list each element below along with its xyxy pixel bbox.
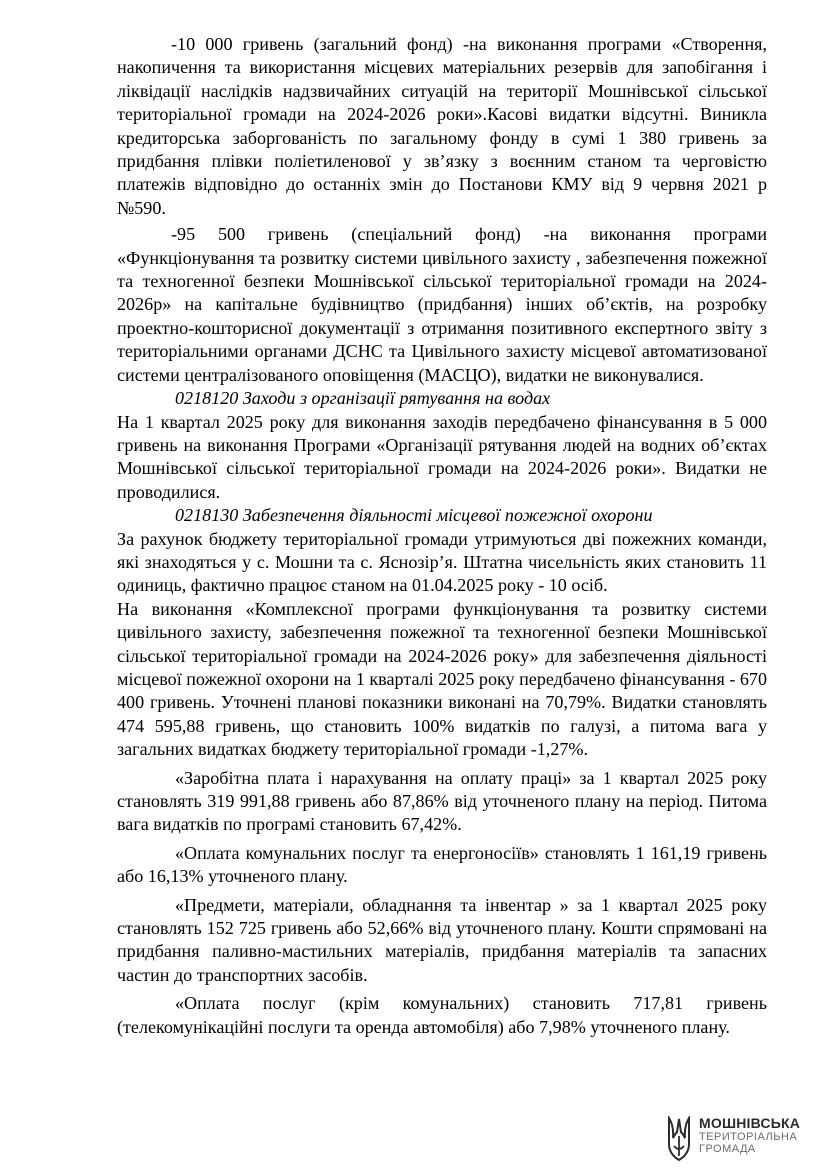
paragraph-fire-program: На виконання «Комплексної програми функціонування та розвитку системи цивільного захисту, забезпечення пожежної та техногенної безпеки Мошнівської сільської територіальної громади на 2024-2026 року» для забезпечення діяльності місцевої пожежної охорони на 1 кварталі 2025 року передбачено фінансування - 670 400 гривень. Уточнені планові показники виконані на 70,79%. Видатки становлять 474 595,88 гривень, що становить 100% видатків по галузі, а питома вага у загальних видатках бюджету територіальної громади -1,27%. [117, 598, 768, 760]
document-body [117, 33, 767, 1039]
paragraph-services: «Оплата послуг (крім комунальних) становить 717,81 гривень (телекомунікаційні послуги та оренда автомобіля) або 7,98% уточненого плану. [117, 993, 767, 1037]
heading-water-rescue: 0218120 Заходи з організації рятування на водах [175, 388, 551, 409]
trident-icon [666, 1116, 692, 1162]
paragraph-salary: «Заробітна плата і нарахування на оплату праці» за 1 квартал 2025 року становлять 319 991,88 гривень або 87,86% від уточненого плану на період. Питома вага видатків по програмі становить 67,42%. [117, 767, 767, 835]
logo-line-2: ТЕРИТОРІАЛЬНА [699, 1131, 798, 1143]
logo-line-1: МОШНІВСЬКА [699, 1115, 801, 1131]
paragraph-civil-protection: -95 500 гривень (спеціальний фонд) -на виконання програми «Функціонування та розвитку системи цивільного захисту , забезпечення пожежної та техногенної безпеки Мошнівської сільської територіальної громади на 2024-2026р» на капітальне будівництво (придбання) інших об’єктів, на розробку проектно-кошторисної документації з отримання позитивного експертного звіту з територіальними органами ДСНС та Цивільного захисту місцевої автоматизованої системи централізованого оповіщення (МАСЦО), видатки не виконувалися. [117, 224, 767, 385]
paragraph-reserve-fund: -10 000 гривень (загальний фонд) -на виконання програми «Створення, накопичення та використання місцевих матеріальних резервів для запобігання і ліквідації наслідків надзвичайних ситуацій на території Мошнівської сільської територіальної громади на 2024-2026 роки».Касові видатки відсутні. Виникла кредиторська заборгованість по загальному фонду в сумі 1 380 гривень за придбання плівки поліетиленової у зв’язку з воєнним станом та черговістю платежів відповідно до останніх змін до Постанови КМУ від 9 червня 2021 р №590. [117, 34, 767, 218]
paragraph-fire-teams: За рахунок бюджету територіальної громади утримуються дві пожежних команди, які знаходяться у с. Мошни та с. Яснозір’я. Штатна чисельність яких становить 11 одиниць, фактично працює станом на 01.04.2025 року - 10 осіб. [117, 528, 767, 596]
paragraph-utilities: «Оплата комунальних послуг та енергоносіїв» становлять 1 161,19 гривень або 16,13% уточненого плану. [117, 842, 767, 887]
community-logo [666, 1116, 816, 1164]
paragraph-water-rescue: На 1 квартал 2025 року для виконання заходів передбачено фінансування в 5 000 гривень на виконання Програми «Організації рятування людей на водних об’єктах Мошнівської сільської територіальної громади на 2024-2026 роки». Видатки не проводилися. [117, 411, 767, 502]
logo-line-3: ГРОМАДА [699, 1143, 756, 1155]
logo-text [699, 1116, 800, 1155]
heading-fire-protection: 0218130 Забезпечення діяльності місцевої пожежної охорони [175, 505, 653, 526]
paragraph-materials: «Предмети, матеріали, обладнання та інвентар » за 1 квартал 2025 року становлять 152 725 гривень або 52,66% від уточненого плану. Кошти спрямовані на придбання паливно-мастильних матеріалів, придбання матеріалів та запасних частин до транспортних засобів. [117, 894, 767, 985]
